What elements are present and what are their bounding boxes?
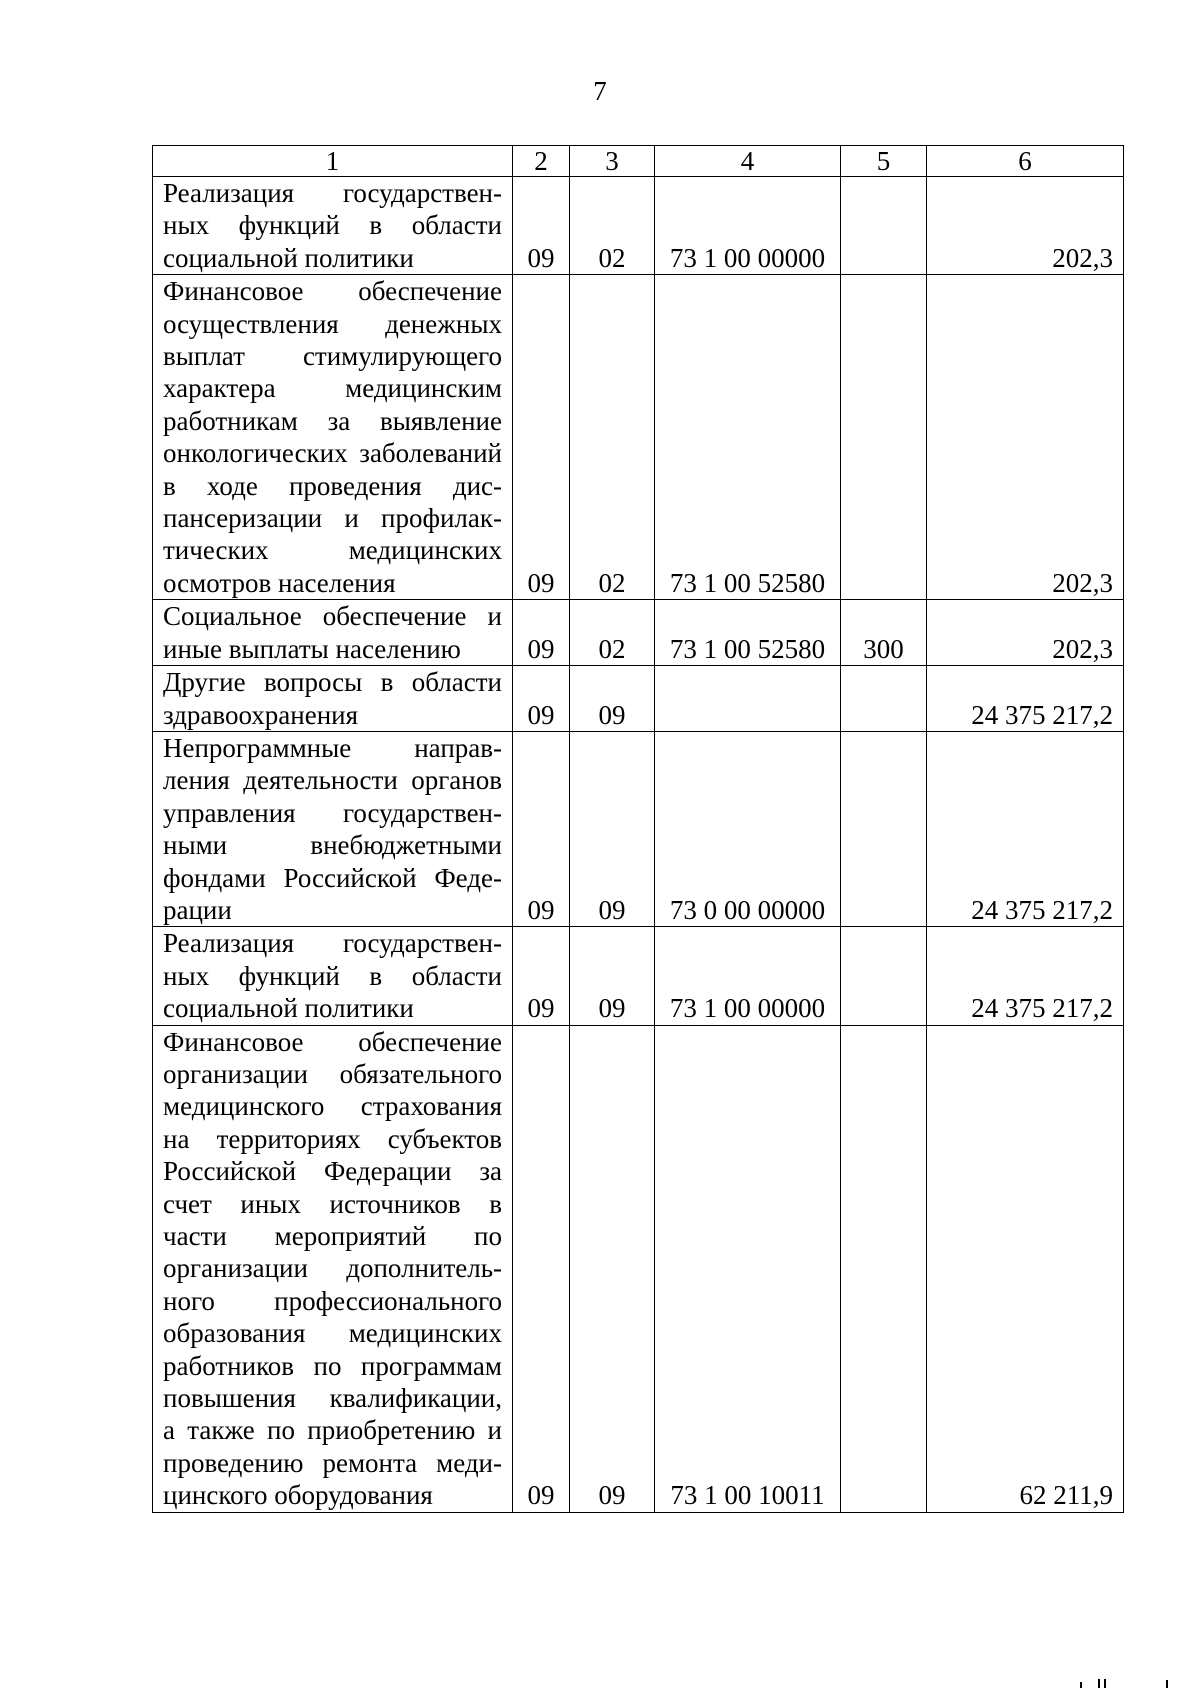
row-description — [153, 600, 513, 666]
description-line: цинского оборудования — [163, 1480, 433, 1511]
description-line: Другие вопросы в области — [163, 667, 502, 698]
table-row — [153, 177, 1124, 275]
column-header: 3 — [570, 146, 655, 177]
expense-type-code — [841, 1025, 927, 1512]
description-line: осуществления денежных — [163, 308, 502, 339]
amount-value: 24 375 217,2 — [927, 927, 1124, 1025]
table-row — [153, 1025, 1124, 1512]
description-line: Социальное обеспечение и — [163, 601, 502, 632]
description-line: пансеризации и профилак- — [163, 503, 502, 534]
column-header: 6 — [927, 146, 1124, 177]
description-line: здравоохранения — [163, 699, 359, 730]
target-article-code: 73 1 00 52580 — [655, 600, 841, 666]
description-line: проведению ремонта меди- — [163, 1447, 502, 1478]
row-description — [153, 1025, 513, 1512]
description-line: Финансовое обеспечение — [163, 276, 502, 307]
description-line: работников по программам — [163, 1350, 502, 1381]
target-article-code — [655, 666, 841, 732]
description-line: образования медицинских — [163, 1318, 502, 1349]
section-code: 09 — [513, 275, 570, 600]
target-article-code: 73 1 00 52580 — [655, 275, 841, 600]
table-row — [153, 666, 1124, 732]
description-line: Финансовое обеспечение — [163, 1026, 502, 1057]
description-line: онкологических заболеваний — [163, 438, 502, 469]
section-code: 09 — [513, 1025, 570, 1512]
description-line: Российской Федерации за — [163, 1156, 502, 1187]
subsection-code: 09 — [570, 1025, 655, 1512]
subsection-code: 02 — [570, 177, 655, 275]
amount-value: 202,3 — [927, 275, 1124, 600]
table-row — [153, 731, 1124, 926]
description-line: организации дополнитель- — [163, 1253, 502, 1284]
description-line: фондами Российской Феде- — [163, 862, 502, 893]
subsection-code: 09 — [570, 666, 655, 732]
description-line: счет иных источников в — [163, 1188, 502, 1219]
amount-value: 24 375 217,2 — [927, 666, 1124, 732]
row-description — [153, 927, 513, 1025]
section-code: 09 — [513, 927, 570, 1025]
description-line: медицинского страхования — [163, 1091, 502, 1122]
description-line: ных функций в области — [163, 960, 502, 991]
description-line: социальной политики — [163, 242, 414, 273]
section-code: 09 — [513, 666, 570, 732]
section-code: 09 — [513, 177, 570, 275]
column-header: 5 — [841, 146, 927, 177]
row-description — [153, 177, 513, 275]
description-line: повышения квалификации, — [163, 1383, 502, 1414]
description-line: ных функций в области — [163, 210, 502, 241]
description-line: на территориях субъектов — [163, 1123, 502, 1154]
description-line: осмотров населения — [163, 567, 396, 598]
subsection-code: 02 — [570, 600, 655, 666]
description-line: Реализация государствен- — [163, 928, 502, 959]
target-article-code: 73 1 00 10011 — [655, 1025, 841, 1512]
row-description — [153, 275, 513, 600]
row-description — [153, 666, 513, 732]
description-line: работникам за выявление — [163, 405, 502, 436]
subsection-code: 02 — [570, 275, 655, 600]
expense-type-code — [841, 927, 927, 1025]
budget-table — [152, 145, 1124, 1513]
table-row — [153, 275, 1124, 600]
description-line: рации — [163, 894, 232, 925]
table-row — [153, 927, 1124, 1025]
description-line: ного профессионального — [163, 1285, 502, 1316]
section-code: 09 — [513, 600, 570, 666]
page-number: 7 — [593, 76, 607, 106]
description-line: Непрограммные направ- — [163, 732, 502, 763]
column-header: 1 — [153, 146, 513, 177]
description-line: управления государствен- — [163, 797, 502, 828]
subsection-code: 09 — [570, 731, 655, 926]
description-line: ления деятельности органов — [163, 765, 502, 796]
description-line: характера медицинским — [163, 373, 502, 404]
expense-type-code — [841, 666, 927, 732]
amount-value: 24 375 217,2 — [927, 731, 1124, 926]
scan-marks — [1080, 1678, 1170, 1688]
table-header-row — [153, 146, 1124, 177]
description-line: а также по приобретению и — [163, 1415, 502, 1446]
expense-type-code — [841, 177, 927, 275]
subsection-code: 09 — [570, 927, 655, 1025]
expense-type-code: 300 — [841, 600, 927, 666]
amount-value: 202,3 — [927, 600, 1124, 666]
section-code: 09 — [513, 731, 570, 926]
expense-type-code — [841, 731, 927, 926]
target-article-code: 73 0 00 00000 — [655, 731, 841, 926]
description-line: тических медицинских — [163, 535, 502, 566]
description-line: части мероприятий по — [163, 1221, 502, 1251]
amount-value: 202,3 — [927, 177, 1124, 275]
amount-value: 62 211,9 — [927, 1025, 1124, 1512]
expense-type-code — [841, 275, 927, 600]
column-header: 2 — [513, 146, 570, 177]
description-line: социальной политики — [163, 993, 414, 1024]
target-article-code: 73 1 00 00000 — [655, 927, 841, 1025]
description-line: в ходе проведения дис- — [163, 470, 502, 501]
description-line: Реализация государствен- — [163, 178, 502, 208]
description-line: организации обязательного — [163, 1058, 502, 1089]
row-description — [153, 731, 513, 926]
table-row — [153, 600, 1124, 666]
target-article-code: 73 1 00 00000 — [655, 177, 841, 275]
description-line: иные выплаты населению — [163, 633, 461, 664]
description-line: выплат стимулирующего — [163, 341, 502, 372]
description-line: ными внебюджетными — [163, 830, 502, 861]
column-header: 4 — [655, 146, 841, 177]
